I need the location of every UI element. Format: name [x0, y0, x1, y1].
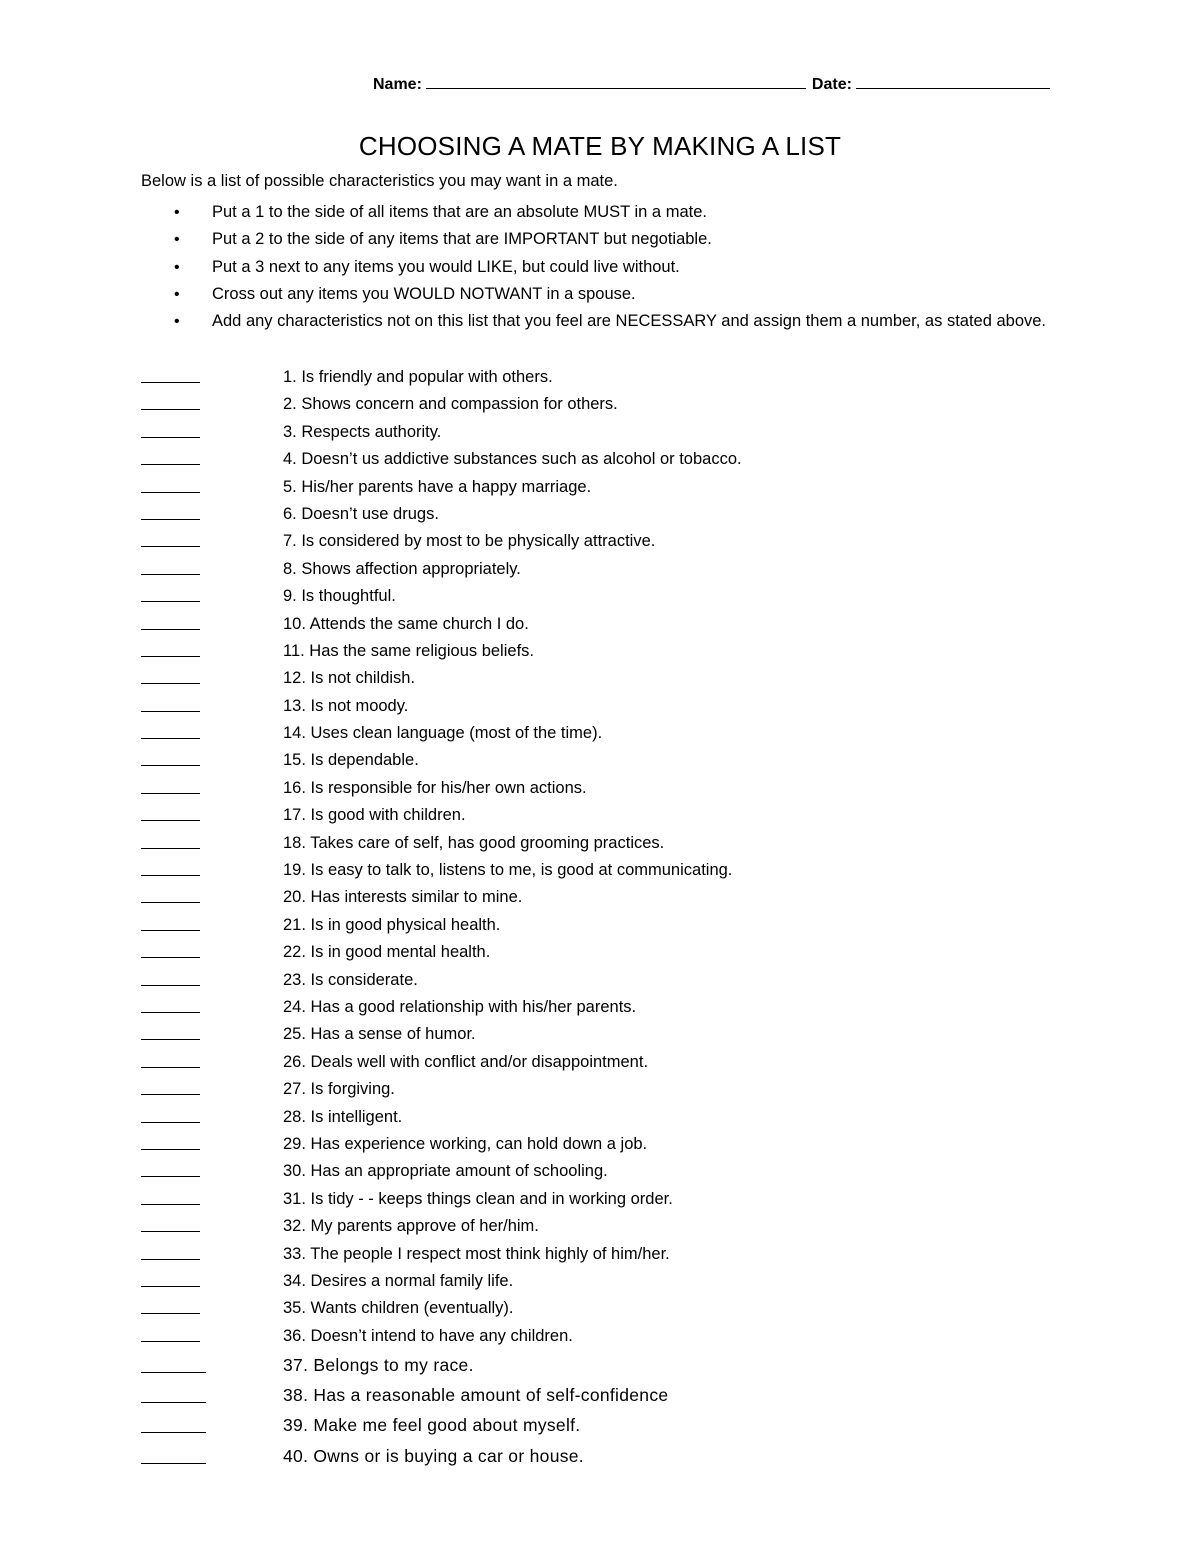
- instruction-item: [170, 226, 1050, 253]
- intro-text: Below is a list of possible characteristics you may want in a mate.: [141, 172, 618, 190]
- rating-blank-line[interactable]: [141, 629, 200, 630]
- characteristic-text: 36. Doesn’t intend to have any children.: [283, 1326, 573, 1345]
- characteristic-text: 18. Takes care of self, has good grooming practices.: [283, 833, 665, 852]
- rating-blank-line[interactable]: [141, 1122, 200, 1123]
- list-item: [141, 1241, 1141, 1268]
- list-item: [141, 501, 1141, 528]
- rating-blank-line[interactable]: [141, 409, 200, 410]
- characteristic-text: 31. Is tidy - - keeps things clean and in working order.: [283, 1189, 673, 1208]
- characteristic-text: 3. Respects authority.: [283, 422, 442, 441]
- rating-blank-line[interactable]: [141, 1432, 206, 1433]
- rating-blank-line[interactable]: [141, 711, 200, 712]
- list-item: [141, 967, 1141, 994]
- rating-blank-line[interactable]: [141, 957, 200, 958]
- rating-blank-line[interactable]: [141, 574, 200, 575]
- characteristic-text: 24. Has a good relationship with his/her parents.: [283, 997, 637, 1016]
- instruction-item: [170, 254, 1050, 281]
- list-item: [141, 1104, 1141, 1131]
- characteristic-text: 5. His/her parents have a happy marriage.: [283, 477, 592, 496]
- list-item: [141, 775, 1141, 802]
- rating-blank-line[interactable]: [141, 382, 200, 383]
- characteristic-text: 34. Desires a normal family life.: [283, 1271, 514, 1290]
- characteristic-text: 16. Is responsible for his/her own actions.: [283, 778, 587, 797]
- list-item: [141, 1049, 1141, 1076]
- list-item: [141, 611, 1141, 638]
- rating-blank-line[interactable]: [141, 985, 200, 986]
- rating-blank-line[interactable]: [141, 765, 200, 766]
- rating-blank-line[interactable]: [141, 793, 200, 794]
- rating-blank-line[interactable]: [141, 1231, 200, 1232]
- instruction-item: [170, 199, 1050, 226]
- rating-blank-line[interactable]: [141, 656, 200, 657]
- list-item: [141, 528, 1141, 555]
- instruction-text: Put a 3 next to any items you would LIKE, but could live without.: [212, 257, 680, 276]
- instruction-item: [170, 281, 1050, 308]
- rating-blank-line[interactable]: [141, 1149, 200, 1150]
- name-blank-line[interactable]: [426, 72, 806, 89]
- instruction-text: Add any characteristics not on this list that you feel are NECESSARY and assign them a number, as stated above.: [212, 312, 1047, 331]
- list-item: [141, 665, 1141, 692]
- list-item: [141, 720, 1141, 747]
- rating-blank-line[interactable]: [141, 1402, 206, 1403]
- characteristic-text: 15. Is dependable.: [283, 751, 419, 770]
- characteristic-text: 32. My parents approve of her/him.: [283, 1217, 539, 1236]
- characteristic-text: 19. Is easy to talk to, listens to me, is good at communicating.: [283, 861, 733, 880]
- bullet-icon: •: [174, 285, 180, 303]
- bullet-icon: •: [174, 204, 180, 221]
- list-item: [141, 1350, 1141, 1380]
- rating-blank-line[interactable]: [141, 1176, 200, 1177]
- characteristic-text: 21. Is in good physical health.: [283, 915, 501, 934]
- list-item: [141, 1158, 1141, 1185]
- rating-blank-line[interactable]: [141, 1039, 200, 1040]
- list-item: [141, 857, 1141, 884]
- list-item: [141, 802, 1141, 829]
- list-item: [141, 884, 1141, 911]
- rating-blank-line[interactable]: [141, 1094, 200, 1095]
- characteristic-text: 1. Is friendly and popular with others.: [283, 368, 553, 386]
- rating-blank-line[interactable]: [141, 1286, 200, 1287]
- list-item: [141, 1441, 1141, 1471]
- list-item: [141, 747, 1141, 774]
- date-label: Date:: [811, 76, 852, 93]
- date-blank-line[interactable]: [856, 72, 1050, 89]
- characteristic-text: 25. Has a sense of humor.: [283, 1025, 476, 1044]
- characteristic-text: 9. Is thoughtful.: [283, 587, 396, 606]
- rating-blank-line[interactable]: [141, 848, 200, 849]
- list-item: [141, 693, 1141, 720]
- characteristic-text: 39. Make me feel good about myself.: [283, 1415, 581, 1436]
- characteristic-text: 13. Is not moody.: [283, 696, 409, 715]
- list-item: [141, 556, 1141, 583]
- rating-blank-line[interactable]: [141, 1067, 200, 1068]
- rating-blank-line[interactable]: [141, 1341, 200, 1342]
- rating-blank-line[interactable]: [141, 902, 200, 903]
- instruction-text: Put a 2 to the side of any items that are IMPORTANT but negotiable.: [212, 230, 712, 249]
- instruction-item: [170, 308, 1050, 335]
- characteristic-text: 6. Doesn’t use drugs.: [283, 504, 439, 523]
- characteristic-text: 33. The people I respect most think highly of him/her.: [283, 1244, 670, 1263]
- list-item: [141, 1021, 1141, 1048]
- rating-blank-line[interactable]: [141, 1259, 200, 1260]
- rating-blank-line[interactable]: [141, 464, 200, 465]
- characteristic-text: 8. Shows affection appropriately.: [283, 559, 521, 578]
- rating-blank-line[interactable]: [141, 1372, 206, 1373]
- rating-blank-line[interactable]: [141, 1204, 200, 1205]
- characteristic-text: 12. Is not childish.: [283, 669, 416, 688]
- characteristics-list: [141, 364, 1141, 1350]
- list-item: [141, 1380, 1141, 1410]
- characteristic-text: 23. Is considerate.: [283, 970, 418, 989]
- list-item: [141, 830, 1141, 857]
- characteristic-text: 2. Shows concern and compassion for others.: [283, 395, 618, 414]
- characteristic-text: 11. Has the same religious beliefs.: [283, 641, 534, 660]
- list-item: [141, 1076, 1141, 1103]
- characteristic-text: 20. Has interests similar to mine.: [283, 888, 523, 907]
- instruction-text: Cross out any items you WOULD NOTWANT in a spouse.: [212, 284, 636, 303]
- list-item: [141, 1295, 1141, 1322]
- characteristic-text: 37. Belongs to my race.: [283, 1355, 474, 1375]
- rating-blank-line[interactable]: [141, 492, 200, 493]
- list-item: [141, 1323, 1141, 1350]
- name-label: Name:: [373, 76, 422, 93]
- characteristics-list-continued: [141, 1350, 1141, 1471]
- rating-blank-line[interactable]: [141, 546, 200, 547]
- characteristic-text: 29. Has experience working, can hold down a job.: [283, 1134, 648, 1153]
- list-item: [141, 912, 1141, 939]
- rating-blank-line[interactable]: [141, 519, 200, 520]
- characteristic-text: 28. Is intelligent.: [283, 1107, 403, 1126]
- characteristic-text: 38. Has a reasonable amount of self-confidence: [283, 1385, 669, 1406]
- list-item: [141, 1131, 1141, 1158]
- list-item: [141, 1410, 1141, 1440]
- characteristic-text: 40. Owns or is buying a car or house.: [283, 1445, 584, 1466]
- instruction-text: Put a 1 to the side of all items that are an absolute MUST in a mate.: [212, 203, 707, 221]
- characteristic-text: 14. Uses clean language (most of the time).: [283, 724, 603, 743]
- rating-blank-line[interactable]: [141, 1313, 200, 1314]
- rating-blank-line[interactable]: [141, 683, 200, 684]
- characteristic-text: 35. Wants children (eventually).: [283, 1299, 514, 1318]
- list-item: [141, 583, 1141, 610]
- characteristic-text: 30. Has an appropriate amount of schooling.: [283, 1162, 608, 1181]
- characteristic-text: 4. Doesn’t us addictive substances such as alcohol or tobacco.: [283, 450, 742, 469]
- list-item: [141, 638, 1141, 665]
- rating-blank-line[interactable]: [141, 1012, 200, 1013]
- bullet-icon: •: [174, 231, 180, 249]
- header-fields: [373, 72, 1050, 94]
- rating-blank-line[interactable]: [141, 930, 200, 931]
- characteristic-text: 26. Deals well with conflict and/or disappointment.: [283, 1052, 649, 1071]
- characteristic-text: 7. Is considered by most to be physically attractive.: [283, 532, 656, 551]
- list-item: [141, 474, 1141, 501]
- instruction-list: [170, 199, 1050, 335]
- rating-blank-line[interactable]: [141, 820, 200, 821]
- list-item: [141, 1186, 1141, 1213]
- list-item: [141, 446, 1141, 473]
- list-item: [141, 419, 1141, 446]
- rating-blank-line[interactable]: [141, 1463, 206, 1464]
- page-title: CHOOSING A MATE BY MAKING A LIST: [358, 131, 842, 161]
- list-item: [141, 364, 1141, 391]
- rating-blank-line[interactable]: [141, 601, 200, 602]
- list-item: [141, 1268, 1141, 1295]
- characteristic-text: 10. Attends the same church I do.: [283, 614, 529, 633]
- list-item: [141, 994, 1141, 1021]
- list-item: [141, 391, 1141, 418]
- rating-blank-line[interactable]: [141, 875, 200, 876]
- characteristic-text: 17. Is good with children.: [283, 806, 466, 825]
- rating-blank-line[interactable]: [141, 738, 200, 739]
- list-item: [141, 939, 1141, 966]
- bullet-icon: •: [174, 258, 180, 276]
- characteristic-text: 22. Is in good mental health.: [283, 943, 491, 962]
- bullet-icon: •: [174, 313, 180, 331]
- characteristic-text: 27. Is forgiving.: [283, 1080, 395, 1099]
- list-item: [141, 1213, 1141, 1240]
- rating-blank-line[interactable]: [141, 437, 200, 438]
